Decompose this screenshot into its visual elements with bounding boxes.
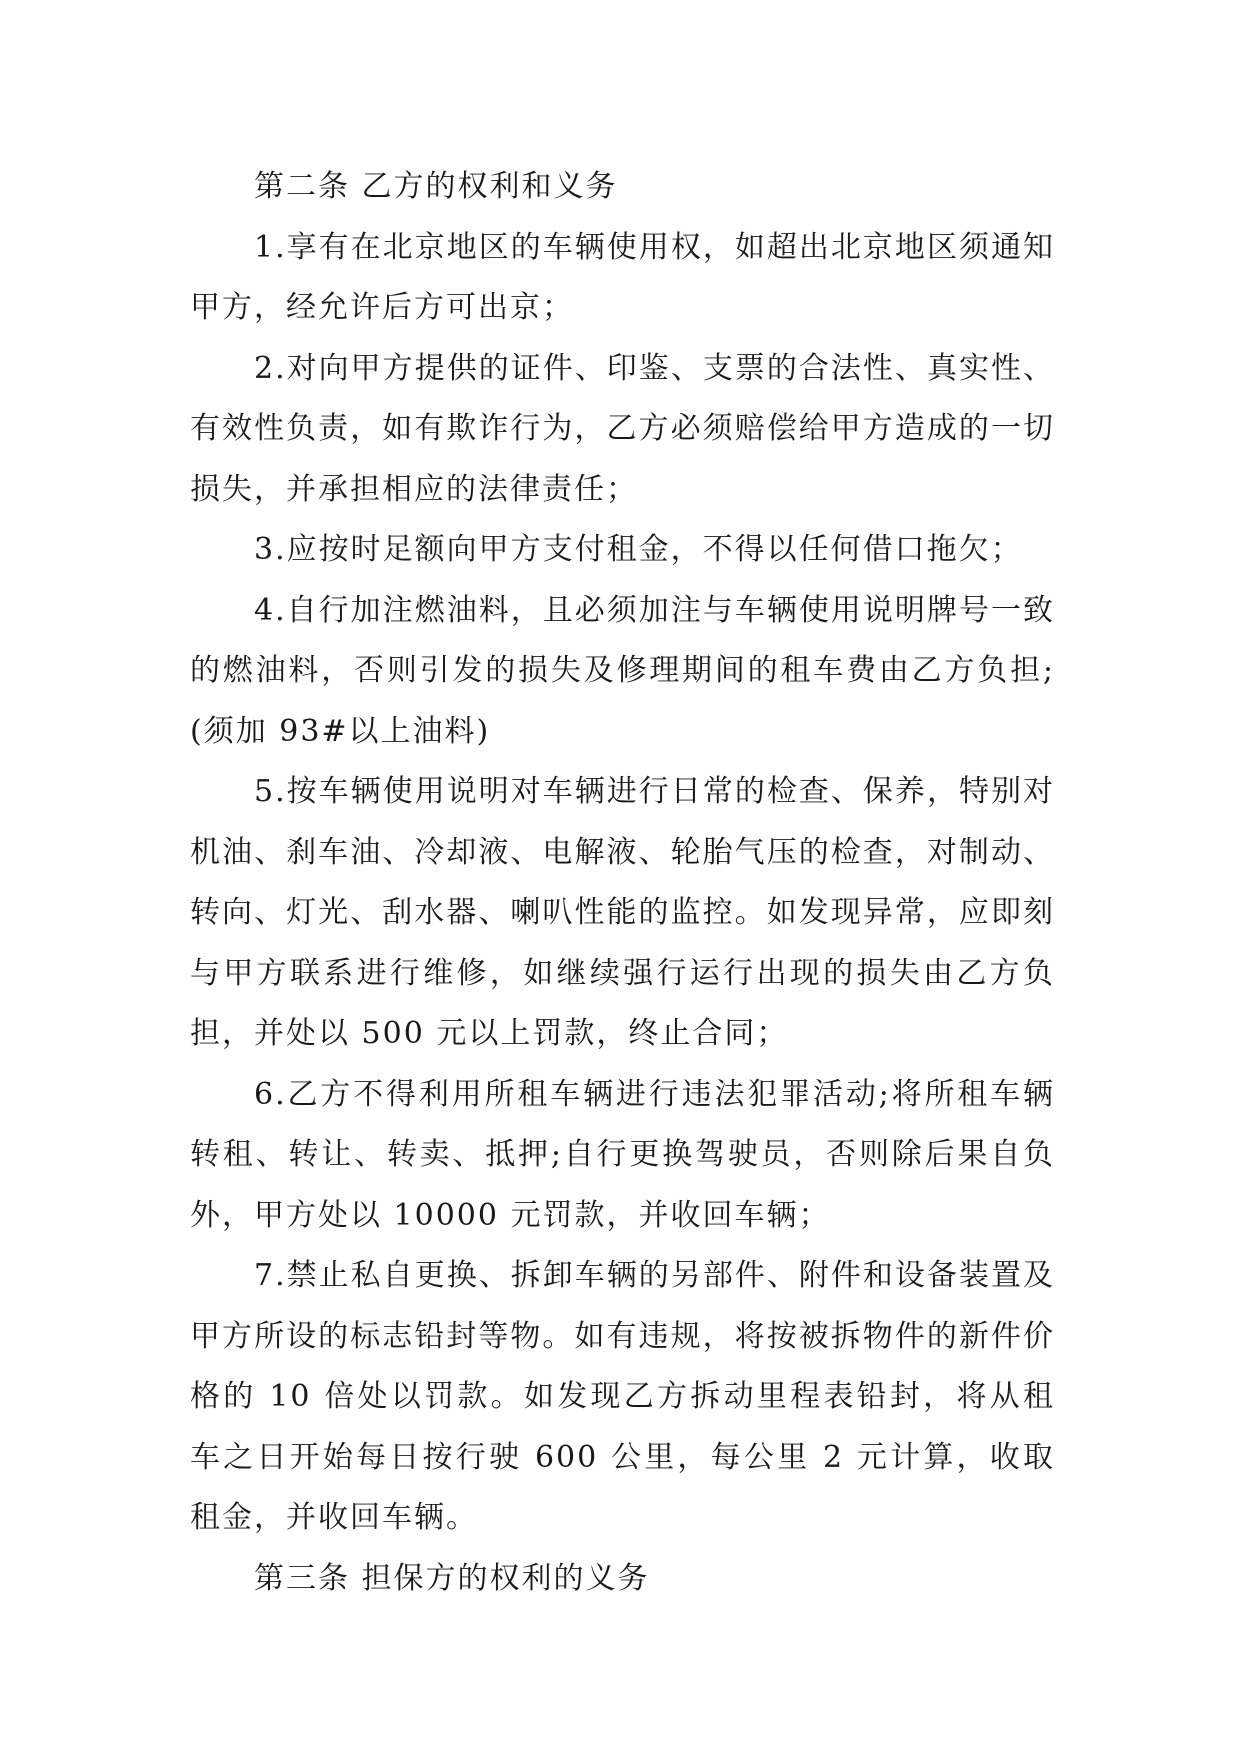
clause-5: 5.按车辆使用说明对车辆进行日常的检查、保养，特别对机油、刹车油、冷却液、电解液、轮胎气压的检查，对制动、转向、灯光、刮水器、喇叭性能的监控。如发现异常，应即刻与甲方联系进行维修，如继续强行运行出现的损失由乙方负担，并处以 500 元以上罚款，终止合同；: [190, 774, 1055, 1051]
article-2-heading: 第二条 乙方的权利和义务: [254, 169, 618, 204]
article-3-heading: 第三条 担保方的权利的义务: [254, 1560, 650, 1596]
clause-2: 2.对向甲方提供的证件、印鉴、支票的合法性、真实性、有效性负责，如有欺诈行为，乙方必须赔偿给甲方造成的一切损失，并承担相应的法律责任；: [190, 350, 1055, 507]
document-page: [190, 157, 1055, 1609]
clause-1: 1.享有在北京地区的车辆使用权，如超出北京地区须通知甲方，经允许后方可出京；: [190, 229, 1055, 325]
clause-3: 3.应按时足额向甲方支付租金，不得以任何借口拖欠；: [254, 532, 1023, 567]
clause-7: 7.禁止私自更换、拆卸车辆的另部件、附件和设备装置及甲方所设的标志铅封等物。如有违规，将按被拆物件的新件价格的 10 倍处以罚款。如发现乙方拆动里程表铅封，将从租车之日开始每日按行驶 600 公里，每公里 2 元计算，收取租金，并收回车辆。: [190, 1258, 1055, 1535]
clause-6: 6.乙方不得利用所租车辆进行违法犯罪活动;将所租车辆转租、转让、转卖、抵押;自行更换驾驶员，否则除后果自负外，甲方处以 10000 元罚款，并收回车辆；: [190, 1076, 1055, 1233]
clause-4: 4.自行加注燃油料，且必须加注与车辆使用说明牌号一致的燃油料，否则引发的损失及修理期间的租车费由乙方负担;(须加 93#以上油料): [190, 592, 1055, 749]
